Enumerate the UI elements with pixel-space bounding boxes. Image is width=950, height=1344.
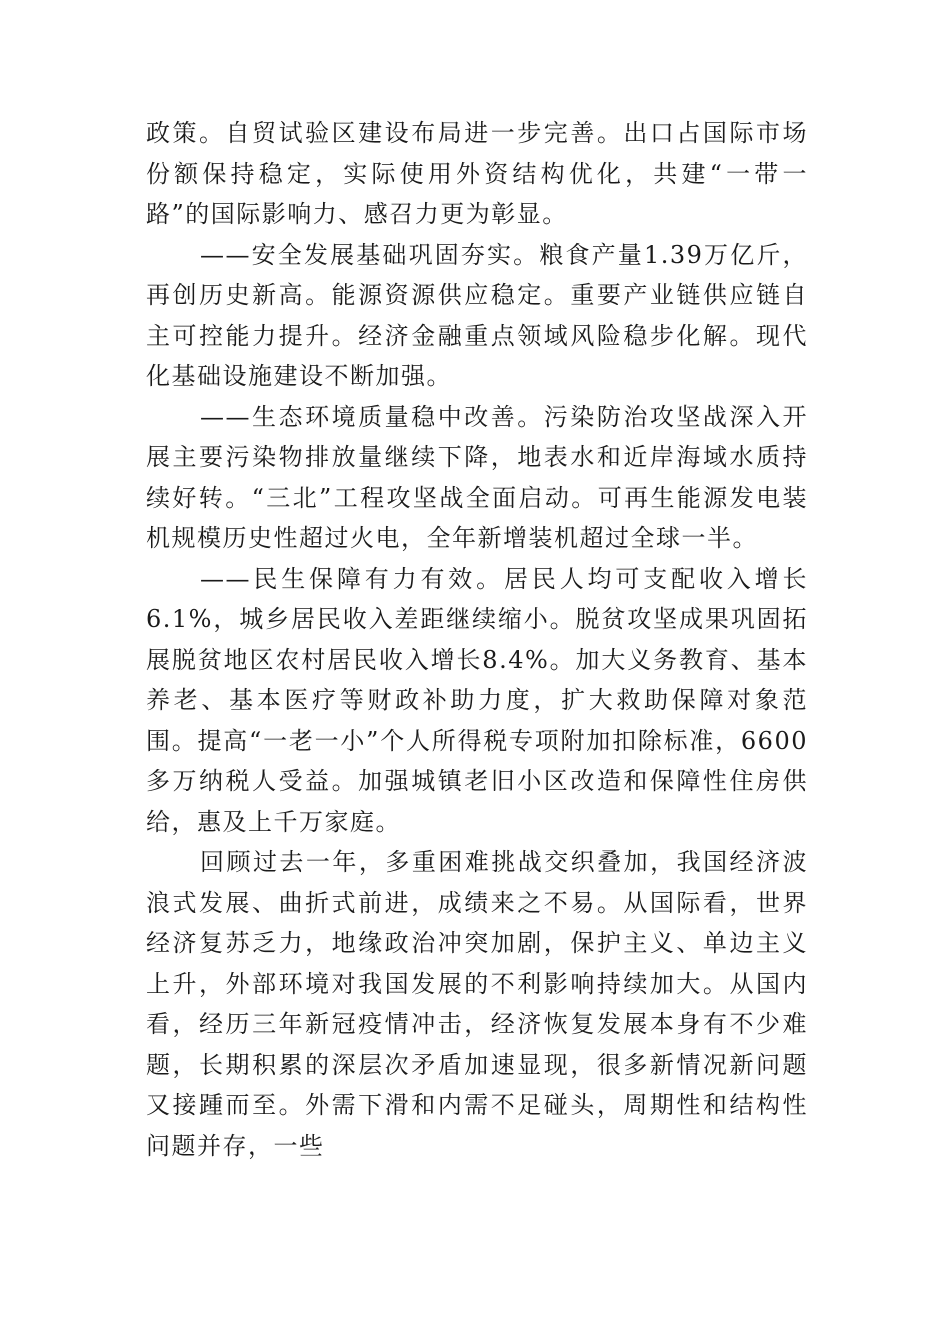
paragraph-review-past-year: 回顾过去一年，多重困难挑战交织叠加，我国经济波浪式发展、曲折式前进，成绩来之不易。从国际看，世界经济复苏乏力，地缘政治冲突加剧，保护主义、单边主义上升，外部环境对我国发展的不利影响持续加大。从国内看，经历三年新冠疫情冲击，经济恢复发展本身有不少难题，长期积累的深层次矛盾加速显现，很多新情况新问题又接踵而至。外需下滑和内需不足碰头，周期性和结构性问题并存，一些: [146, 848, 808, 1160]
paragraph-trade-policy: 政策。自贸试验区建设布局进一步完善。出口占国际市场份额保持稳定，实际使用外资结构优化，共建“一带一路”的国际影响力、感召力更为彰显。: [146, 119, 808, 228]
paragraph-security-development: ——安全发展基础巩固夯实。粮食产量1.39万亿斤，再创历史新高。能源资源供应稳定。重要产业链供应链自主可控能力提升。经济金融重点领域风险稳步化解。现代化基础设施建设不断加强。: [146, 240, 808, 390]
body-text: [146, 113, 808, 1166]
paragraph-livelihood-security: ——民生保障有力有效。居民人均可支配收入增长6.1%，城乡居民收入差距继续缩小。脱贫攻坚成果巩固拓展脱贫地区农村居民收入增长8.4%。加大义务教育、基本养老、基本医疗等财政补助力度，扩大救助保障对象范围。提高“一老一小”个人所得税专项附加扣除标准，6600多万纳税人受益。加强城镇老旧小区改造和保障性住房供给，惠及上千万家庭。: [146, 564, 808, 836]
paragraph-ecological-environment: ——生态环境质量稳中改善。污染防治攻坚战深入开展主要污染物排放量继续下降，地表水和近岸海域水质持续好转。“三北”工程攻坚战全面启动。可再生能源发电装机规模历史性超过火电，全年新增装机超过全球一半。: [146, 402, 808, 552]
